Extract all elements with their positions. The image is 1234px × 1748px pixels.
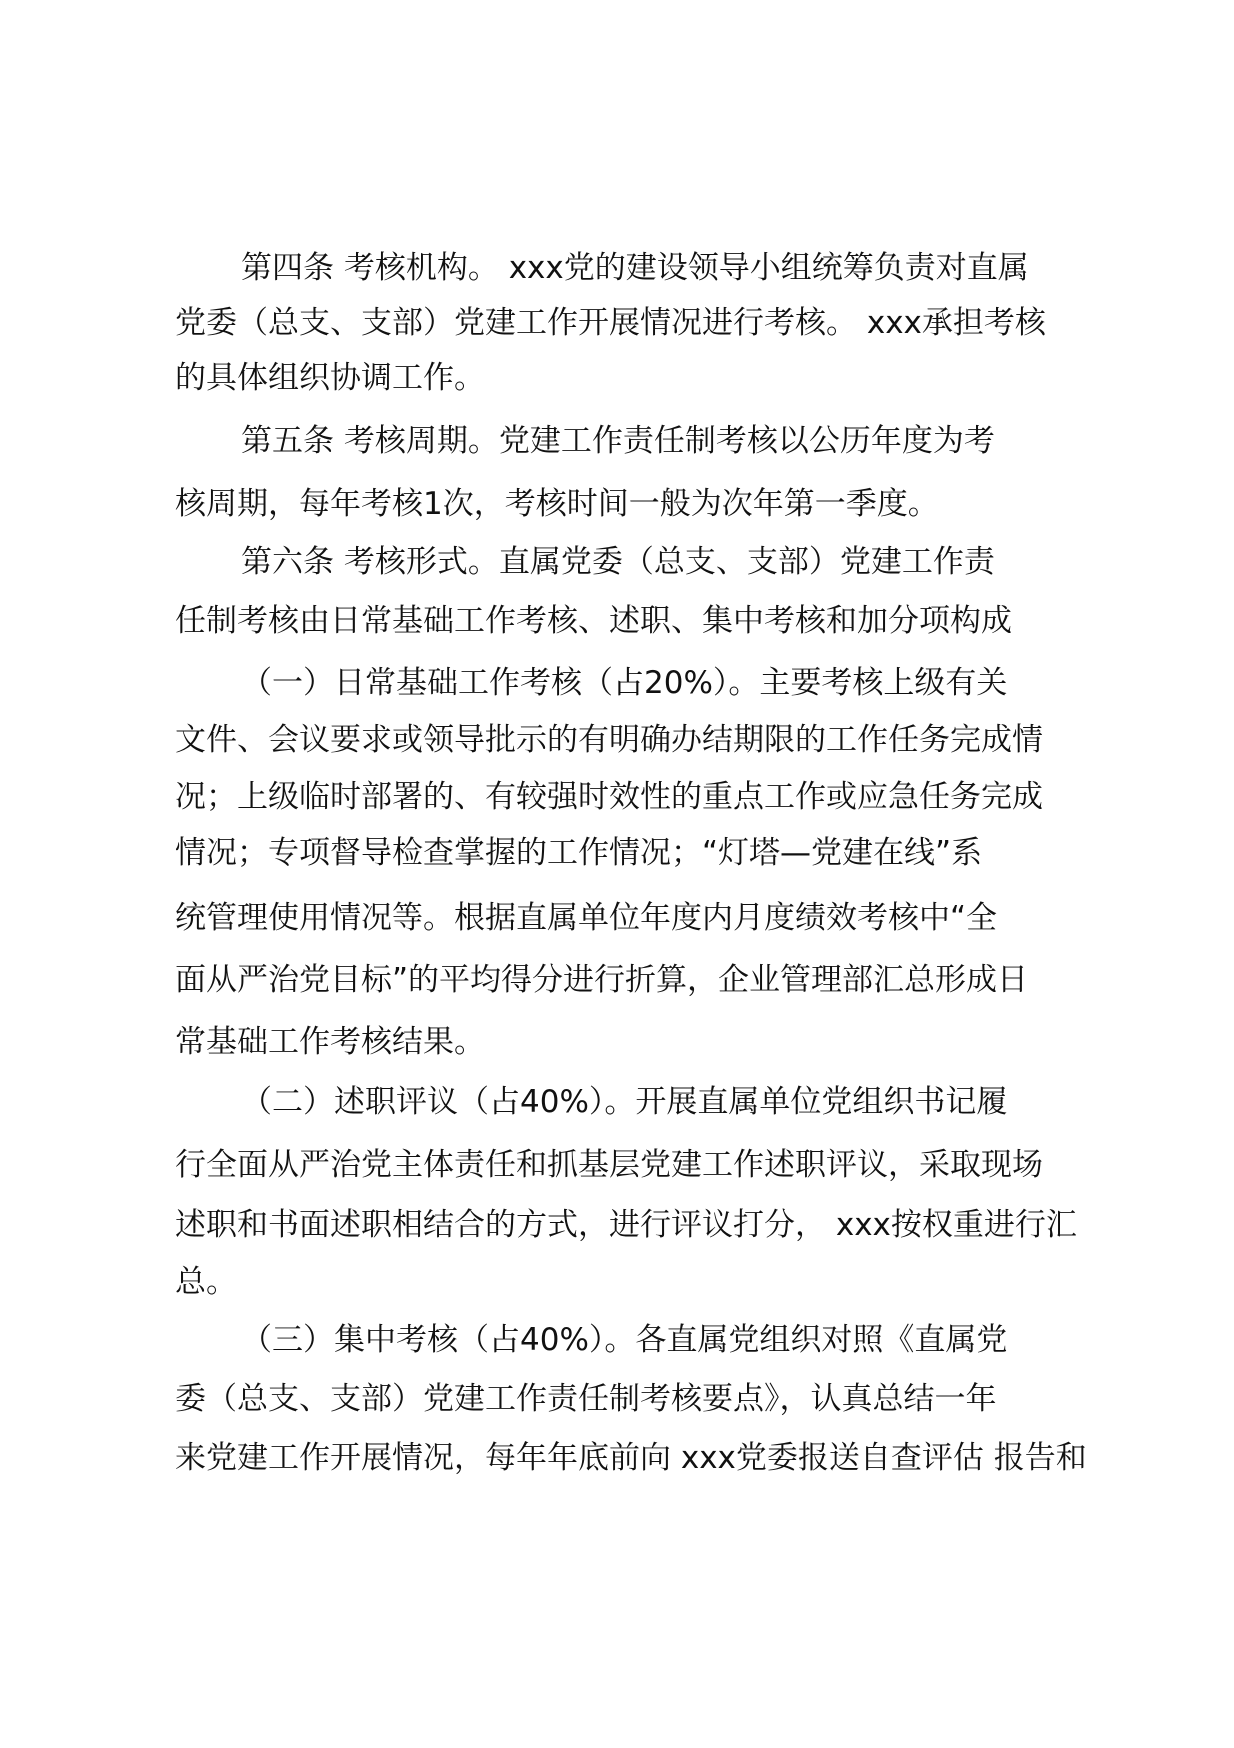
text-line: 述职和书面述职相结合的方式，进行评议打分， xxx按权重进行汇 [175, 1207, 1077, 1243]
text-line: （一）日常基础工作考核（占20%）。主要考核上级有关 [241, 665, 1008, 701]
text-line: 来党建工作开展情况，每年年底前向 xxx党委报送自查评估 报告和 [175, 1440, 1087, 1476]
text-line: 常基础工作考核结果。 [175, 1024, 485, 1060]
text-line: 核周期，每年考核1次，考核时间一般为次年第一季度。 [175, 486, 939, 522]
text-line: 总。 [175, 1264, 237, 1300]
text-line: 统管理使用情况等。根据直属单位年度内月度绩效考核中“全 [175, 900, 998, 936]
text-line: （三）集中考核（占40%）。各直属党组织对照《直属党 [241, 1322, 1008, 1358]
text-line: 文件、会议要求或领导批示的有明确办结期限的工作任务完成情 [175, 722, 1043, 758]
text-line: 第六条 考核形式。直属党委（总支、支部）党建工作责 [241, 544, 995, 580]
text-line: 行全面从严治党主体责任和抓基层党建工作述职评议，采取现场 [175, 1147, 1043, 1183]
text-line: 的具体组织协调工作。 [175, 360, 485, 396]
text-line: 面从严治党目标”的平均得分进行折算，企业管理部汇总形成日 [175, 962, 1029, 998]
text-line: 党委（总支、支部）党建工作开展情况进行考核。 xxx承担考核 [175, 305, 1046, 341]
text-line: 况；上级临时部署的、有较强时效性的重点工作或应急任务完成 [175, 779, 1043, 815]
text-line: 第四条 考核机构。 xxx党的建设领导小组统筹负责对直属 [241, 250, 1029, 286]
text-line: 第五条 考核周期。党建工作责任制考核以公历年度为考 [241, 423, 995, 459]
text-line: 委（总支、支部）党建工作责任制考核要点》，认真总结一年 [175, 1381, 997, 1417]
text-line: （二）述职评议（占40%）。开展直属单位党组织书记履 [241, 1084, 1008, 1120]
text-line: 情况；专项督导检查掌握的工作情况；“灯塔—党建在线”系 [175, 835, 983, 871]
text-line: 任制考核由日常基础工作考核、述职、集中考核和加分项构成 [175, 603, 1012, 639]
